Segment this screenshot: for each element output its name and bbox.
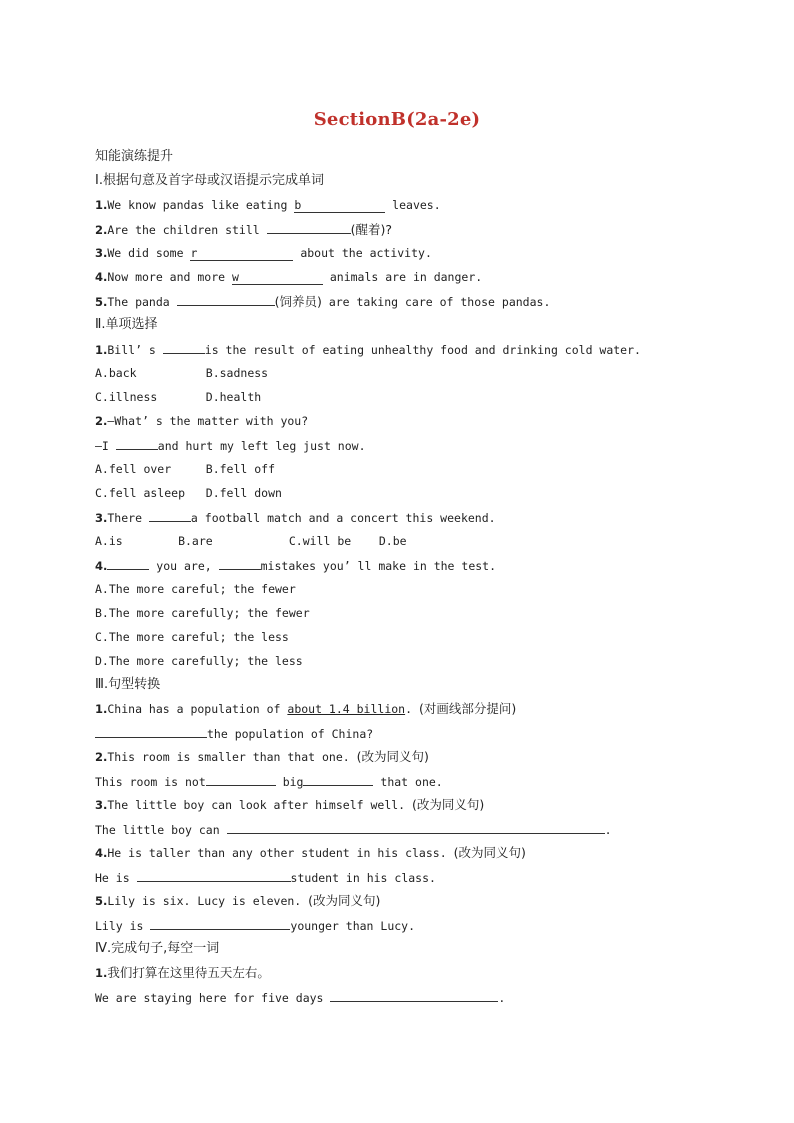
- section-4-heading: Ⅳ.完成句子,每空一词: [95, 941, 220, 956]
- s3-question-2: [95, 749, 429, 765]
- answer-blank[interactable]: [107, 557, 149, 570]
- question-text: Lily is: [95, 919, 151, 933]
- answer-blank[interactable]: [227, 821, 605, 834]
- s2-q2-options-cd[interactable]: C.fell asleep D.fell down: [95, 486, 282, 500]
- answer-blank[interactable]: [95, 725, 207, 738]
- answer-blank[interactable]: [149, 509, 191, 522]
- question-number: 4.: [95, 559, 108, 573]
- question-number: 3.: [95, 798, 108, 812]
- question-number: 3.: [95, 511, 108, 525]
- s2-q4-option-d[interactable]: D.The more carefully; the less: [95, 654, 303, 668]
- instruction-hint: (改为同义句): [308, 893, 381, 908]
- first-letter-hint: w: [232, 270, 239, 284]
- question-number: 4.: [95, 270, 108, 284]
- first-letter-hint: r: [190, 246, 198, 260]
- question-text: is the result of eating unhealthy food and drinking cold water.: [204, 343, 641, 357]
- answer-blank[interactable]: [116, 437, 158, 450]
- instruction-hint: (改为同义句): [453, 845, 526, 860]
- answer-blank[interactable]: [163, 341, 205, 354]
- answer-blank[interactable]: [137, 869, 291, 882]
- answer-blank[interactable]: [206, 773, 276, 786]
- s1-question-2: [95, 221, 392, 238]
- question-text: a football match and a concert this weekend.: [190, 511, 496, 525]
- question-text: China has a population of: [107, 702, 288, 716]
- section-2-heading: Ⅱ.单项选择: [95, 317, 158, 332]
- answer-blank[interactable]: [232, 270, 323, 285]
- question-text: Lily is six. Lucy is eleven.: [107, 894, 309, 908]
- question-text: and hurt my left leg just now.: [157, 439, 366, 453]
- question-number: 4.: [95, 846, 108, 860]
- s3-question-4: [95, 845, 526, 861]
- s2-question-2: [95, 413, 308, 429]
- underlined-part: about 1.4 billion: [287, 702, 406, 716]
- s3-q5-answer: [95, 917, 415, 934]
- question-text: mistakes you’ ll make in the test.: [260, 559, 497, 573]
- answer-blank[interactable]: [294, 198, 385, 213]
- answer-blank[interactable]: [330, 989, 498, 1002]
- question-text: The panda: [107, 295, 177, 309]
- question-number: 3.: [95, 246, 108, 260]
- instruction-hint: (改为同义句): [412, 797, 485, 812]
- s2-q4-option-a[interactable]: A.The more careful; the fewer: [95, 582, 296, 596]
- question-text: animals are in danger.: [322, 270, 483, 284]
- s2-question-4: [95, 557, 496, 574]
- question-text: Bill’ s: [107, 343, 163, 357]
- question-text: the population of China?: [207, 727, 374, 741]
- question-text: We know pandas like eating: [107, 198, 295, 212]
- answer-blank[interactable]: [190, 246, 293, 261]
- question-text: Are the children still: [107, 223, 267, 237]
- question-text: —What’ s the matter with you?: [107, 414, 309, 428]
- chinese-sentence: 我们打算在这里待五天左右。: [107, 965, 270, 980]
- s2-q1-options-ab[interactable]: A.back B.sadness: [95, 366, 269, 380]
- question-number: 2.: [95, 414, 108, 428]
- section-1-heading: Ⅰ.根据句意及首字母或汉语提示完成单词: [95, 173, 324, 188]
- s1-question-4: [95, 269, 482, 285]
- s2-q1-options-cd[interactable]: C.illness D.health: [95, 390, 262, 404]
- question-text: student in his class.: [290, 871, 436, 885]
- first-letter-hint: b: [294, 198, 302, 212]
- question-text: .: [604, 823, 612, 837]
- question-text: Now more and more: [107, 270, 232, 284]
- instruction-hint: (改为同义句): [356, 749, 429, 764]
- s2-q4-option-c[interactable]: C.The more careful; the less: [95, 630, 289, 644]
- section-3-heading: Ⅲ.句型转换: [95, 677, 161, 692]
- question-text: that one.: [373, 775, 443, 789]
- question-text: you are,: [149, 559, 219, 573]
- s2-q2-reply: [95, 437, 366, 454]
- question-number: 1.: [95, 198, 108, 212]
- question-text: This room is smaller than that one.: [107, 750, 357, 764]
- question-text: about the activity.: [293, 246, 432, 260]
- question-number: 5.: [95, 894, 108, 908]
- question-text: leaves.: [385, 198, 441, 212]
- question-text: .: [498, 991, 506, 1005]
- s1-question-1: [95, 197, 441, 213]
- chinese-hint: (醒着)?: [350, 222, 393, 237]
- s2-question-3: [95, 509, 496, 526]
- question-text: He is: [95, 871, 137, 885]
- instruction-hint: (对画线部分提问): [418, 701, 517, 716]
- question-text: younger than Lucy.: [290, 919, 416, 933]
- s4-q1-answer: [95, 989, 505, 1006]
- s3-q3-answer: [95, 821, 612, 838]
- s2-q3-options[interactable]: A.is B.are C.will be D.be: [95, 534, 407, 548]
- question-text: He is taller than any other student in his class.: [107, 846, 454, 860]
- subtitle: 知能演练提升: [95, 149, 174, 164]
- answer-blank[interactable]: [177, 293, 275, 306]
- s3-question-5: [95, 893, 380, 909]
- s2-q2-options-ab[interactable]: A.fell over B.fell off: [95, 462, 276, 476]
- answer-blank[interactable]: [219, 557, 261, 570]
- question-number: 1.: [95, 343, 108, 357]
- s1-question-5: [95, 293, 550, 310]
- question-number: 1.: [95, 702, 108, 716]
- question-text: We are staying here for five days: [95, 991, 331, 1005]
- s2-q4-option-b[interactable]: B.The more carefully; the fewer: [95, 606, 310, 620]
- s3-q4-answer: [95, 869, 436, 886]
- question-text: This room is not: [95, 775, 206, 789]
- page-title: SectionB(2a-2e): [313, 109, 481, 130]
- question-text: big: [275, 775, 304, 789]
- question-number: 5.: [95, 295, 108, 309]
- answer-blank[interactable]: [303, 773, 373, 786]
- answer-blank[interactable]: [150, 917, 290, 930]
- question-text: There: [107, 511, 149, 525]
- question-text: —I: [95, 439, 116, 453]
- s3-question-3: [95, 797, 484, 813]
- question-number: 1.: [95, 966, 108, 980]
- answer-blank[interactable]: [267, 221, 351, 234]
- s3-q1-answer: [95, 725, 373, 742]
- s3-question-1: [95, 701, 516, 717]
- question-text: We did some: [107, 246, 191, 260]
- question-text: .: [405, 702, 419, 716]
- chinese-hint: (饲养员): [274, 294, 322, 309]
- question-text: The little boy can look after himself well.: [107, 798, 413, 812]
- question-number: 2.: [95, 223, 108, 237]
- s2-question-1: [95, 341, 641, 358]
- s4-question-1: [95, 965, 270, 981]
- question-text: are taking care of those pandas.: [321, 295, 551, 309]
- s1-question-3: [95, 245, 432, 261]
- s3-q2-answer: [95, 773, 443, 790]
- question-number: 2.: [95, 750, 108, 764]
- question-text: The little boy can: [95, 823, 227, 837]
